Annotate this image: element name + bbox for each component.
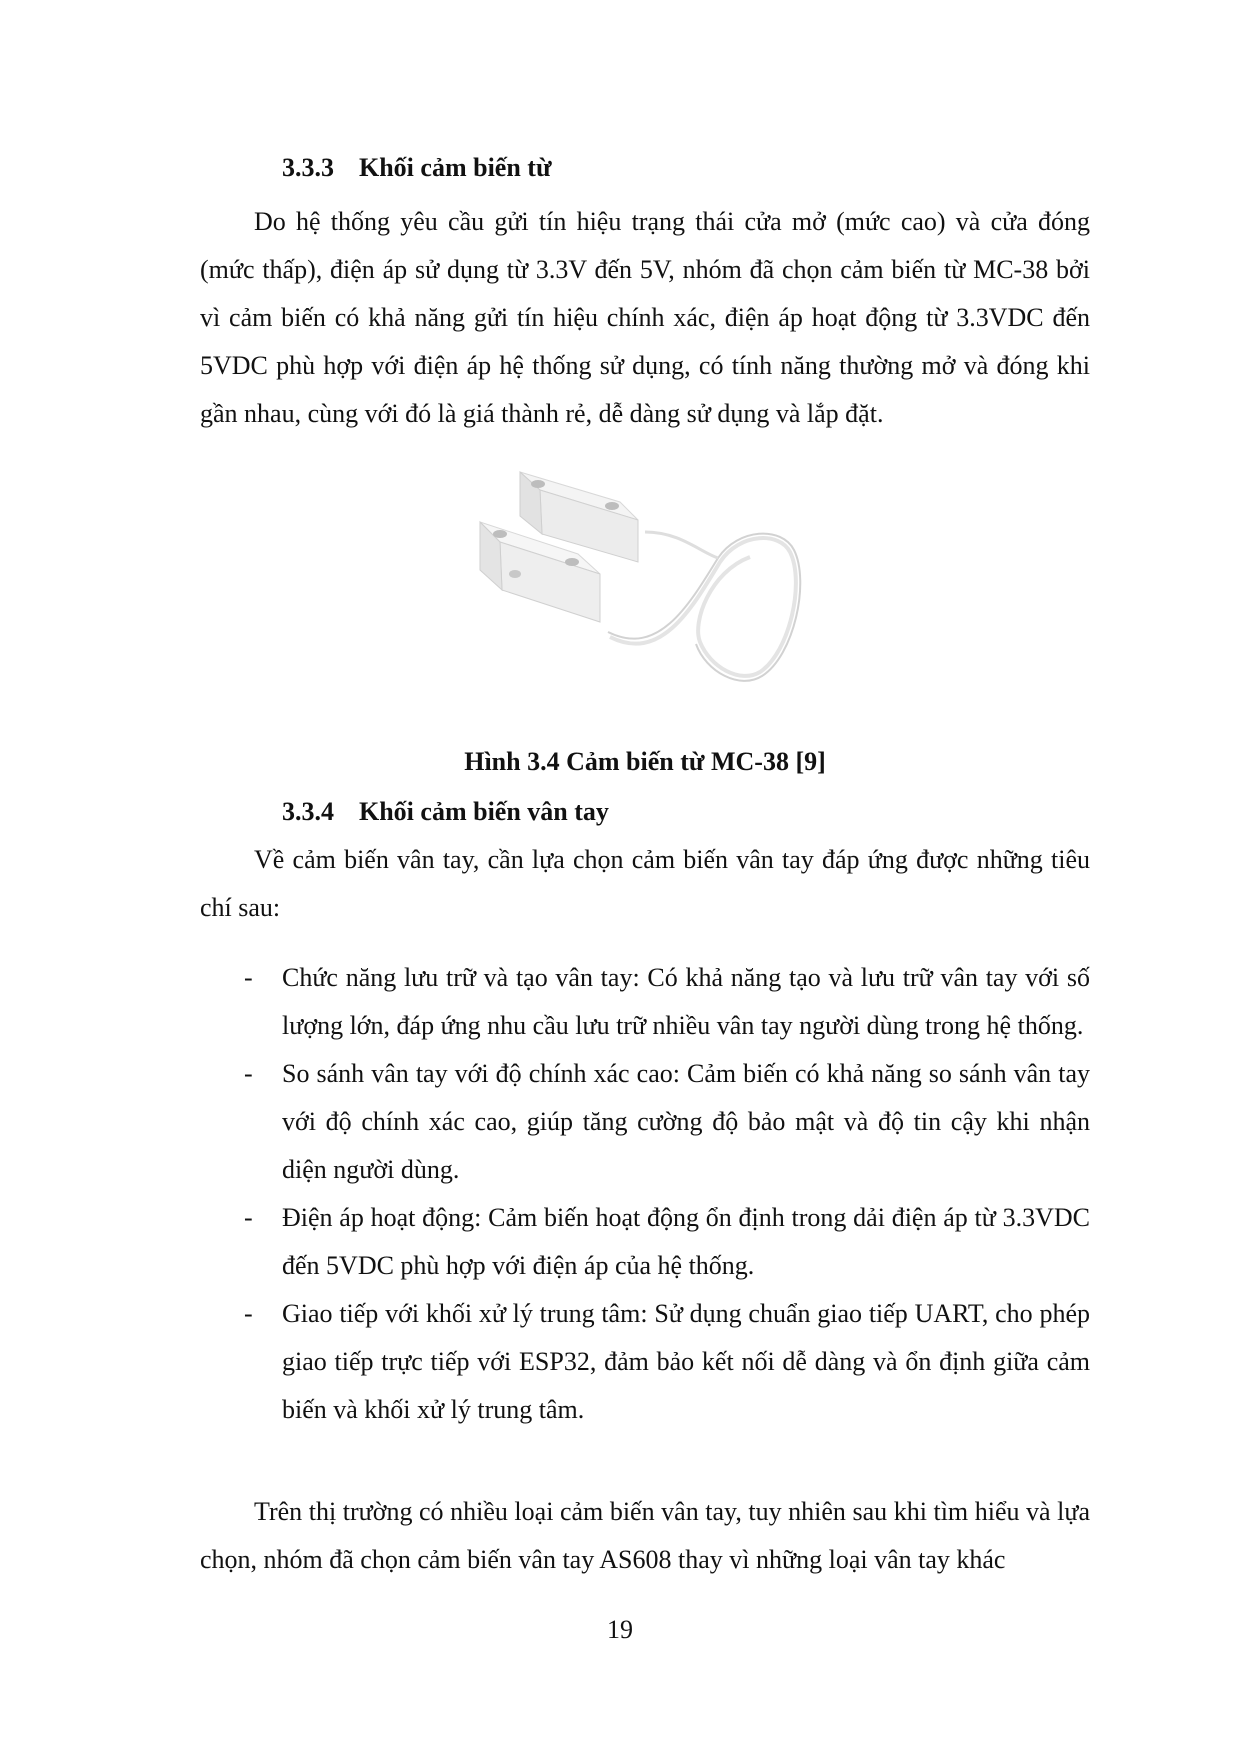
section-title: Khối cảm biến từ	[359, 153, 552, 182]
list-item	[200, 954, 1090, 1050]
list-item	[200, 1194, 1090, 1290]
list-dash: -	[244, 1299, 253, 1328]
page-number: 19	[607, 1615, 633, 1644]
criteria-list	[200, 954, 1090, 1434]
section-heading-3-3-4	[282, 796, 609, 828]
list-item	[200, 1050, 1090, 1194]
list-dash: -	[244, 963, 253, 992]
mc38-sensor-image	[460, 462, 850, 732]
list-dash: -	[244, 1203, 253, 1232]
section-title: Khối cảm biến vân tay	[359, 797, 609, 826]
list-dash: -	[244, 1059, 253, 1088]
list-item-text: Điện áp hoạt động: Cảm biến hoạt động ổn định trong dải điện áp từ 3.3VDC đến 5VDC phù hợp với điện áp của hệ thống.	[282, 1203, 1090, 1280]
paragraph-as608-choice: Trên thị trường có nhiều loại cảm biến vân tay, tuy nhiên sau khi tìm hiểu và lựa chọn, nhóm đã chọn cảm biến vân tay AS608 thay vì những loại vân tay khác	[200, 1497, 1090, 1574]
paragraph-fingerprint-intro: Về cảm biến vân tay, cần lựa chọn cảm biến vân tay đáp ứng được những tiêu chí sau:	[200, 845, 1090, 922]
section-heading-3-3-3	[282, 152, 552, 184]
figure-caption: Hình 3.4 Cảm biến từ MC-38 [9]	[464, 747, 826, 776]
section-number: 3.3.4	[282, 797, 334, 826]
list-item-text: Giao tiếp với khối xử lý trung tâm: Sử dụng chuẩn giao tiếp UART, cho phép giao tiếp trực tiếp với ESP32, đảm bảo kết nối dễ dàng và ổn định giữa cảm biến và khối xử lý trung tâm.	[282, 1299, 1090, 1424]
list-item-text: Chức năng lưu trữ và tạo vân tay: Có khả năng tạo và lưu trữ vân tay với số lượng lớn, đáp ứng nhu cầu lưu trữ nhiều vân tay người dùng trong hệ thống.	[282, 963, 1090, 1040]
list-item	[200, 1290, 1090, 1434]
list-item-text: So sánh vân tay với độ chính xác cao: Cảm biến có khả năng so sánh vân tay với độ chính xác cao, giúp tăng cường độ bảo mật và độ tin cậy khi nhận diện người dùng.	[282, 1059, 1090, 1184]
paragraph-magnetic-sensor: Do hệ thống yêu cầu gửi tín hiệu trạng thái cửa mở (mức cao) và cửa đóng (mức thấp), điện áp sử dụng từ 3.3V đến 5V, nhóm đã chọn cảm biến từ MC-38 bởi vì cảm biến có khả năng gửi tín hiệu chính xác, điện áp hoạt động từ 3.3VDC đến 5VDC phù hợp với điện áp hệ thống sử dụng, có tính năng thường mở và đóng khi gần nhau, cùng với đó là giá thành rẻ, dễ dàng sử dụng và lắp đặt.	[200, 207, 1090, 428]
section-number: 3.3.3	[282, 153, 334, 182]
